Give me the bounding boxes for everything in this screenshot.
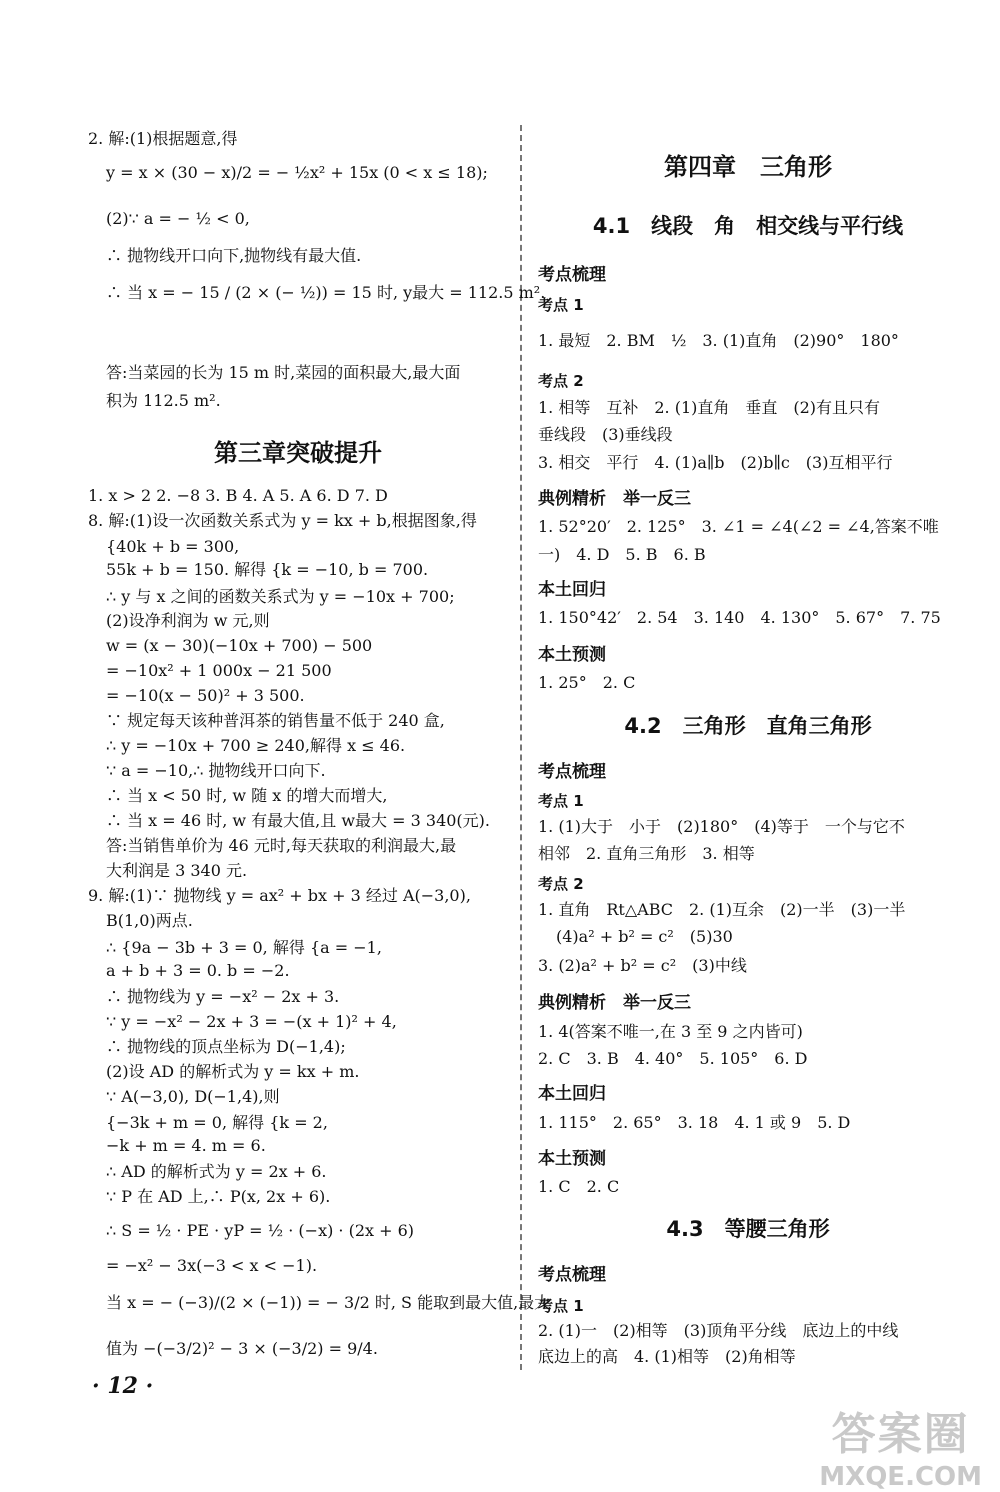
ch3-line-19: ∴ {9a − 3b + 3 = 0, 解得 {a = −1, [106,938,382,957]
ch3-line-16: 大利润是 3 340 元. [106,861,248,880]
s41-dl-line-2: 一) 4. D 5. B 6. B [538,545,706,564]
s41-dl-title: 典例精析 举一反三 [538,489,691,509]
s42-yc-line: 1. C 2. C [538,1177,620,1196]
s42-bt-line: 1. 115° 2. 65° 3. 18 4. 1 或 9 5. D [538,1113,851,1132]
ch3-line-5: ∴ y 与 x 之间的函数关系式为 y = −10x + 700; [106,587,455,606]
page-number: · 12 · [92,1373,154,1399]
section-4-1-title: 4.1 线段 角 相交线与平行线 [592,214,904,238]
ch3-line-13: ∴ 当 x < 50 时, w 随 x 的增大而增大, [106,786,388,805]
ch3-line-3: {40k + b = 300, [106,537,240,556]
ch3-line-4: 55k + b = 150. 解得 {k = −10, b = 700. [106,560,429,579]
q2-line-5: ∴ 当 x = − 15 / (2 × (− ½)) = 15 时, y最大 = 112.5 m². [106,283,546,302]
ch3-line-29: ∵ P 在 AD 上,∴ P(x, 2x + 6). [106,1187,331,1206]
s41-kd2-line-2: 垂线段 (3)垂线段 [538,425,673,444]
s41-bt-title: 本土回归 [538,580,606,600]
s42-kd2-line-2: (4)a² + b² = c² (5)30 [556,927,733,946]
ch3-line-12: ∵ a = −10,∴ 抛物线开口向下. [106,761,326,780]
q2-line-3: (2)∵ a = − ½ < 0, [106,209,250,228]
ch3-line-25: ∵ A(−3,0), D(−1,4),则 [106,1087,280,1106]
s42-kd1: 考点 1 [538,792,584,810]
ch3-line-14: ∴ 当 x = 46 时, w 有最大值,且 w最大 = 3 340(元). [106,811,490,830]
ch3-line-30: ∴ S = ½ · PE · yP = ½ · (−x) · (2x + 6) [106,1221,415,1240]
ch3-line-32: 当 x = − (−3)/(2 × (−1)) = − 3/2 时, S 能取到最大值,最大 [106,1293,551,1312]
ch3-line-6: (2)设净利润为 w 元,则 [106,611,270,630]
chapter3-title: 第三章突破提升 [214,439,382,467]
s41-yc-title: 本土预测 [538,645,606,665]
ch3-line-28: ∴ AD 的解析式为 y = 2x + 6. [106,1162,327,1181]
s42-bt-title: 本土回归 [538,1084,606,1104]
ch3-line-18: B(1,0)两点. [106,911,193,930]
s42-dl-title: 典例精析 举一反三 [538,993,691,1013]
s42-dl-line-1: 1. 4(答案不唯一,在 3 至 9 之内皆可) [538,1022,803,1041]
ch3-line-9: = −10(x − 50)² + 3 500. [106,686,305,705]
ch3-line-22: ∵ y = −x² − 2x + 3 = −(x + 1)² + 4, [106,1012,397,1031]
s41-dl-line-1: 1. 52°20′ 2. 125° 3. ∠1 = ∠4(∠2 = ∠4,答案不唯 [538,517,939,536]
s41-kd1: 考点 1 [538,296,584,314]
column-divider [520,125,522,1370]
q2-line-1: 2. 解:(1)根据题意,得 [88,129,238,148]
ch3-line-33: 值为 −(−3/2)² − 3 × (−3/2) = 9/4. [106,1339,378,1358]
ch3-line-15: 答:当销售单价为 46 元时,每天获取的利润最大,最 [106,836,457,855]
s42-kd1-line-2: 相邻 2. 直角三角形 3. 相等 [538,844,755,863]
ch3-line-1: 1. x > 2 2. −8 3. B 4. A 5. A 6. D 7. D [88,486,388,505]
q2-line-4: ∴ 抛物线开口向下,抛物线有最大值. [106,246,362,265]
q2-line-6: 答:当菜园的长为 15 m 时,菜园的面积最大,最大面 [106,363,461,382]
s42-kd2-line-1: 1. 直角 Rt△ABC 2. (1)互余 (2)一半 (3)一半 [538,900,906,919]
s41-kd-title: 考点梳理 [538,265,606,285]
s42-kd-title: 考点梳理 [538,762,606,782]
s42-kd2: 考点 2 [538,875,584,893]
ch3-line-2: 8. 解:(1)设一次函数关系式为 y = kx + b,根据图象,得 [88,511,477,530]
ch3-line-7: w = (x − 30)(−10x + 700) − 500 [106,636,373,655]
chapter4-title: 第四章 三角形 [664,153,832,181]
s42-yc-title: 本土预测 [538,1149,606,1169]
s43-kd1-line-2: 底边上的高 4. (1)相等 (2)角相等 [538,1347,796,1366]
ch3-line-27: −k + m = 4. m = 6. [106,1136,266,1155]
s41-kd2-line-3: 3. 相交 平行 4. (1)a∥b (2)b∥c (3)互相平行 [538,453,893,472]
watermark-logo: 答案圈 [831,1409,970,1460]
ch3-line-31: = −x² − 3x(−3 < x < −1). [106,1256,318,1275]
s42-dl-line-2: 2. C 3. B 4. 40° 5. 105° 6. D [538,1049,808,1068]
s42-kd2-line-3: 3. (2)a² + b² = c² (3)中线 [538,956,747,975]
s42-kd1-line-1: 1. (1)大于 小于 (2)180° (4)等于 一个与它不 [538,817,905,836]
watermark [819,1398,982,1492]
s43-kd1-line-1: 2. (1)一 (2)相等 (3)顶角平分线 底边上的中线 [538,1321,899,1340]
s41-kd2: 考点 2 [538,372,584,390]
ch3-line-17: 9. 解:(1)∵ 抛物线 y = ax² + bx + 3 经过 A(−3,0), [88,886,471,905]
ch3-line-10: ∵ 规定每天该种普洱茶的销售量不低于 240 盒, [106,711,445,730]
s43-kd-title: 考点梳理 [538,1265,606,1285]
q2-line-7: 积为 112.5 m². [106,391,221,410]
s43-kd1: 考点 1 [538,1297,584,1315]
ch3-line-24: (2)设 AD 的解析式为 y = kx + m. [106,1062,360,1081]
ch3-line-23: ∴ 抛物线的顶点坐标为 D(−1,4); [106,1037,346,1056]
s41-bt-line: 1. 150°42′ 2. 54 3. 140 4. 130° 5. 67° 7. 75 [538,608,941,627]
ch3-line-11: ∴ y = −10x + 700 ≥ 240,解得 x ≤ 46. [106,736,406,755]
ch3-line-21: ∴ 抛物线为 y = −x² − 2x + 3. [106,987,340,1006]
ch3-line-20: a + b + 3 = 0. b = −2. [106,961,290,980]
s41-kd1-line: 1. 最短 2. BM ½ 3. (1)直角 (2)90° 180° [538,331,899,350]
q2-line-2: y = x × (30 − x)/2 = − ½x² + 15x (0 < x ≤ 18); [106,163,488,182]
watermark-url: MXQE.COM [819,1462,982,1492]
s41-yc-line: 1. 25° 2. C [538,673,636,692]
ch3-line-26: {−3k + m = 0, 解得 {k = 2, [106,1113,328,1132]
s41-kd2-line-1: 1. 相等 互补 2. (1)直角 垂直 (2)有且只有 [538,398,881,417]
ch3-line-8: = −10x² + 1 000x − 21 500 [106,661,332,680]
section-4-2-title: 4.2 三角形 直角三角形 [624,714,872,738]
section-4-3-title: 4.3 等腰三角形 [666,1217,830,1241]
